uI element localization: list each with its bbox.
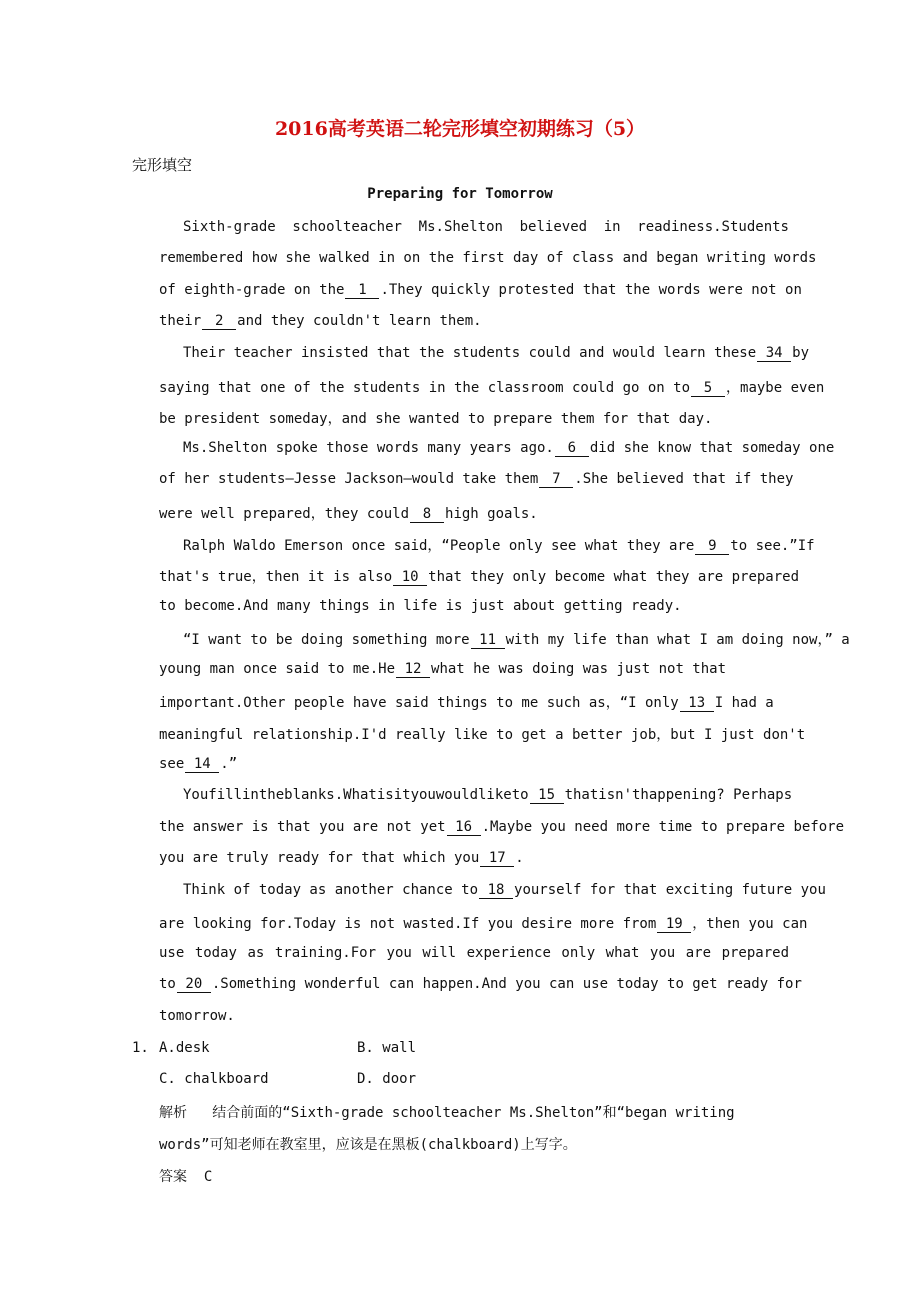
passage-line: be president someday，and she wanted to prepare them for that day.: [159, 411, 713, 427]
passage-line: that's true，then it is also 10 that they only become what they are prepared: [159, 569, 800, 585]
passage-line: tomorrow.: [159, 1008, 235, 1024]
passage-line: Ralph Waldo Emerson once said，“People only see what they are 9 to see.”If: [183, 538, 815, 554]
passage-line: saying that one of the students in the classroom could go on to 5 ，maybe even: [159, 380, 825, 396]
analysis-line: [159, 1102, 789, 1122]
blank-1[interactable]: 1: [345, 283, 379, 299]
question-number: 1.: [132, 1040, 149, 1056]
blank-10[interactable]: 10: [393, 570, 427, 586]
analysis-label: 解析: [159, 1105, 187, 1121]
answer-label: 答案: [159, 1169, 187, 1185]
passage-line: Ms.Shelton spoke those words many years ago. 6 did she know that someday one: [183, 440, 835, 456]
blank-12[interactable]: 12: [396, 662, 430, 678]
analysis-line: words”可知老师在教室里，应该是在黑板(chalkboard)上写字。: [159, 1137, 577, 1153]
blank-20[interactable]: 20: [177, 977, 211, 993]
blank-34[interactable]: 34: [757, 346, 791, 362]
passage-line: use today as training.For you will experience only what you are prepared: [159, 945, 789, 961]
blank-13[interactable]: 13: [680, 696, 714, 712]
passage-line: Sixth-grade schoolteacher Ms.Shelton believed in readiness.Students: [183, 219, 789, 235]
blank-11[interactable]: 11: [471, 633, 505, 649]
blank-5[interactable]: 5: [691, 381, 725, 397]
blank-16[interactable]: 16: [447, 820, 481, 836]
blank-14[interactable]: 14: [185, 757, 219, 773]
blank-6[interactable]: 6: [555, 441, 589, 457]
passage-line: were well prepared，they could 8 high goals.: [159, 506, 538, 522]
option-a[interactable]: A.desk: [159, 1040, 210, 1056]
passage-title: Preparing for Tomorrow: [367, 186, 553, 202]
passage-line: are looking for.Today is not wasted.If you desire more from 19 ，then you can: [159, 916, 808, 932]
document-title: 2016高考英语二轮完形填空初期练习（5）: [274, 118, 646, 140]
blank-9[interactable]: 9: [695, 539, 729, 555]
passage-line: of eighth-grade on the 1 .They quickly protested that the words were not on: [159, 282, 802, 298]
answer-value: C: [203, 1169, 213, 1185]
blank-8[interactable]: 8: [410, 507, 444, 523]
passage-line: meaningful relationship.I'd really like to get a better job，but I just don't: [159, 727, 806, 743]
blank-19[interactable]: 19: [657, 917, 691, 933]
passage-line: Think of today as another chance to 18 yourself for that exciting future you: [183, 882, 826, 898]
blank-7[interactable]: 7: [539, 472, 573, 488]
passage-line: remembered how she walked in on the first day of class and began writing words: [159, 250, 817, 266]
passage-line: Their teacher insisted that the students could and would learn these 34 by: [183, 345, 810, 361]
passage-line: Youfillintheblanks.Whatisityouwouldliketo 15 thatisn'thappening? Perhaps: [183, 787, 793, 803]
passage-line: to become.And many things in life is just about getting ready.: [159, 598, 682, 614]
blank-17[interactable]: 17: [480, 851, 514, 867]
option-c[interactable]: C. chalkboard: [159, 1071, 269, 1087]
blank-2[interactable]: 2: [202, 314, 236, 330]
passage-line: see 14 .”: [159, 756, 238, 772]
passage-line: their 2 and they couldn't learn them.: [159, 313, 482, 329]
passage-line: “I want to be doing something more 11 with my life than what I am doing now，” a: [183, 632, 850, 648]
passage-line: you are truly ready for that which you 17 .: [159, 850, 524, 866]
option-b[interactable]: B. wall: [357, 1040, 417, 1056]
passage-line: of her students—Jesse Jackson—would take them 7 .She believed that if they: [159, 471, 794, 487]
option-d[interactable]: D. door: [357, 1071, 417, 1087]
passage-line: important.Other people have said things to me such as，“I only 13 I had a: [159, 695, 774, 711]
blank-18[interactable]: 18: [479, 883, 513, 899]
passage-line: young man once said to me.He 12 what he was doing was just not that: [159, 661, 727, 677]
passage-line: to 20 .Something wonderful can happen.And you can use today to get ready for: [159, 976, 802, 992]
passage-line: the answer is that you are not yet 16 .Maybe you need more time to prepare before: [159, 819, 845, 835]
section-heading: 完形填空: [132, 156, 193, 174]
answer-line: [159, 1166, 789, 1186]
analysis-text: 结合前面的“Sixth-grade schoolteacher Ms.Shelton”和“began writing: [212, 1105, 735, 1121]
blank-15[interactable]: 15: [530, 788, 564, 804]
